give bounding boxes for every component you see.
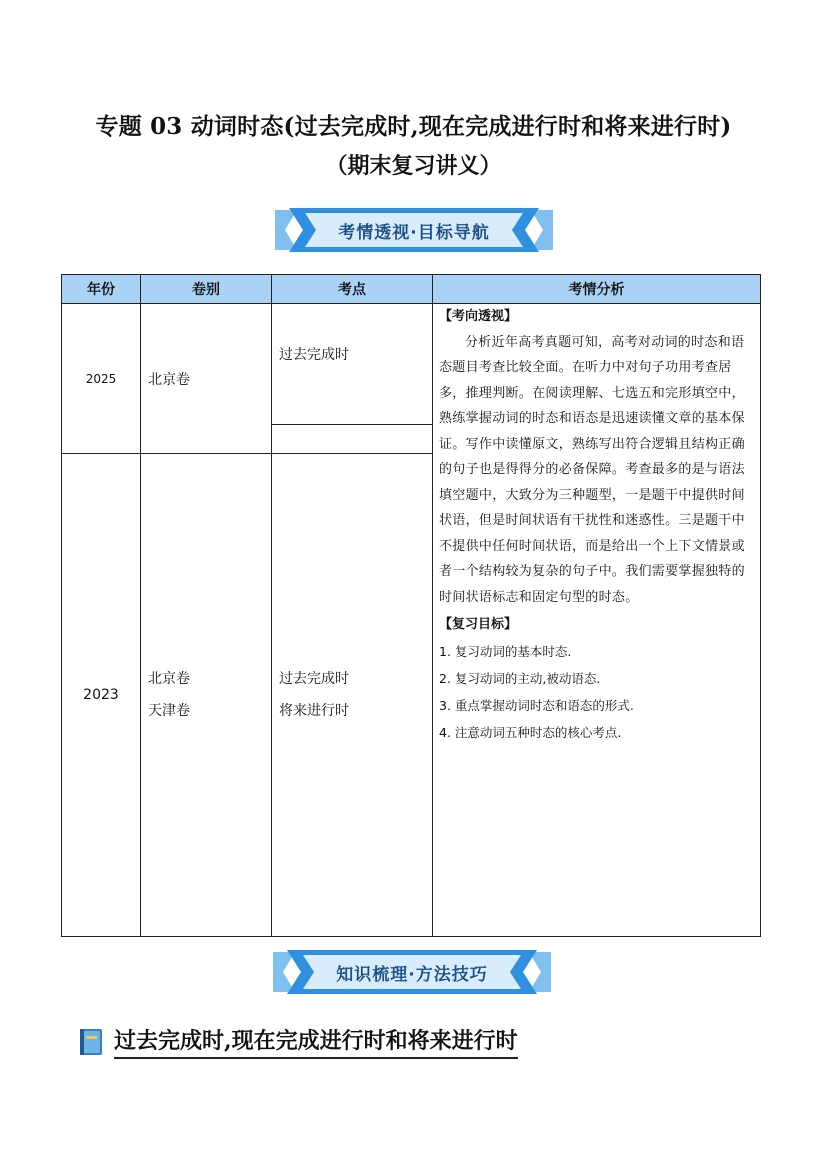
header-analysis: 考情分析	[433, 275, 761, 304]
table-header-row	[62, 275, 761, 304]
goals-heading: 【复习目标】	[439, 617, 518, 632]
table-row	[62, 304, 761, 425]
analysis-paragraph: 分析近年高考真题可知，高考对动词的时态和语态题目考查比较全面。在听力中对句子功用考查居多，推理判断。在阅读理解、七选五和完形填空中，熟练掌握动词的时态和语态是迅速读懂文章的基本保证。写作中读懂原文，熟练写出符合逻辑且结构正确的句子也是得得分的必备保障。考查最多的是与语法填空题中，大致分为三种题型，一是题干中提供时间状语，但是时间状语有干扰性和迷惑性。三是题干中不提供中任何时间状语，而是给出一个上下文情景或者一个结构较为复杂的句子中。我们需要掌握独特的时间状语标志和固定句型的时态。	[439, 334, 745, 605]
list-item: 4. 注意动词五种时态的核心考点.	[439, 724, 622, 740]
volume-line: 北京卷	[148, 671, 190, 687]
page-title: 专题 03 动词时态(过去完成时,现在完成进行时和将来进行时)	[95, 113, 732, 140]
analysis-cell	[433, 304, 761, 937]
goals-list	[439, 638, 754, 746]
list-item: 3. 重点掌握动词时态和语态的形式.	[439, 697, 634, 713]
point-line: 将来进行时	[279, 703, 349, 719]
banner-label: 考情透视·目标导航	[338, 222, 490, 243]
volume-line: 天津卷	[148, 703, 190, 719]
list-item: 2. 复习动词的主动,被动语态.	[439, 670, 601, 686]
book-icon	[78, 1027, 104, 1057]
point-line: 过去完成时	[279, 671, 349, 687]
volume-cell	[141, 454, 272, 937]
header-volume: 卷别	[141, 275, 272, 304]
point-cell: 过去完成时	[272, 304, 433, 425]
header-point: 考点	[272, 275, 433, 304]
analysis-heading: 【考向透视】	[439, 309, 518, 324]
header-year: 年份	[62, 275, 141, 304]
section-banner-knowledge	[273, 948, 551, 996]
year-cell: 2023	[62, 454, 141, 937]
year-cell: 2025	[62, 304, 141, 454]
section-title: 过去完成时,现在完成进行时和将来进行时	[114, 1024, 518, 1059]
section-heading	[78, 1024, 518, 1059]
volume-cell: 北京卷	[141, 304, 272, 454]
empty-cell	[272, 425, 433, 454]
page-subtitle: （期末复习讲义）	[325, 153, 502, 179]
list-item: 1. 复习动词的基本时态.	[439, 643, 572, 659]
exam-analysis-table	[61, 274, 761, 937]
banner-label: 知识梳理·方法技巧	[336, 964, 488, 985]
section-banner-overview	[275, 206, 553, 254]
point-cell	[272, 454, 433, 937]
